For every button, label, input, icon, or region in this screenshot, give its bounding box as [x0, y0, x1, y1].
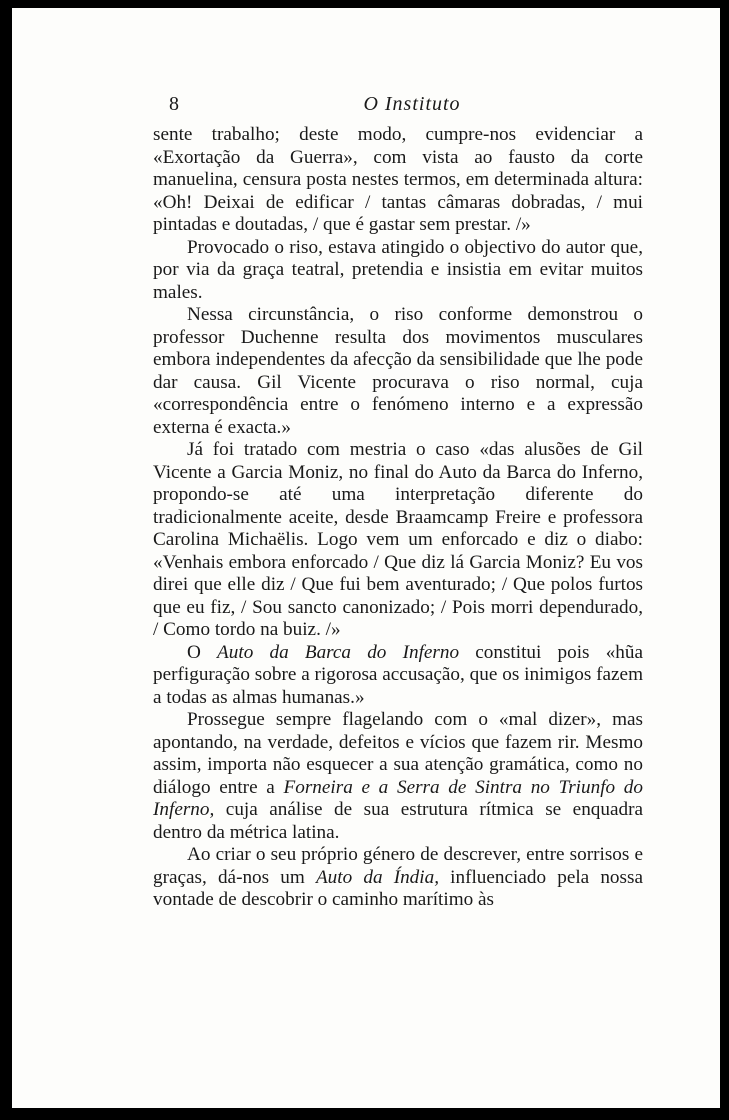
work-title: Forneira e a Serra de Sintra no Triunfo do Inferno, [153, 776, 643, 820]
paragraph [153, 709, 643, 844]
paragraph [153, 304, 643, 439]
paragraph-text: cuja análise de sua estrutura rítmica se enquadra dentro da métrica latina. [153, 799, 643, 843]
running-title: O Instituto [363, 93, 461, 115]
paragraph-text: sente trabalho; deste modo, cumpre-nos evidenciar a «Exortação da Guerra», com vista ao fausto da corte manuelina, censura posta nestes termos, em determinada altura: «Oh! Deixai de edificar / tantas câmaras dobradas, / mui pintadas e doutadas, / que é gastar sem prestar. /» [153, 124, 643, 235]
paragraph-text: O [187, 641, 218, 663]
paragraph-text: influenciado pela nossa vontade de descobrir o caminho marítimo às [153, 866, 643, 910]
paragraph-text: Provocado o riso, estava atingido o objectivo do autor que, por via da graça teatral, pretendia e insistia em evitar muitos males. [153, 236, 643, 303]
paragraph [153, 439, 643, 642]
paragraph-text: Nessa circunstância, o riso conforme demonstrou o professor Duchenne resulta dos movimentos musculares embora independentes da afecção da sensibilidade que lhe pode dar causa. Gil Vicente procurava o riso normal, cuja «correspondência entre o fenómeno interno e a expressão externa é exacta.» [153, 304, 643, 438]
page-number: 8 [169, 93, 179, 115]
work-title: Auto da Barca do Inferno [217, 641, 460, 663]
paragraph [153, 844, 643, 912]
paragraph [153, 642, 643, 710]
page-header [169, 89, 655, 119]
paragraph-text: Já foi tratado com mestria o caso «das alusões de Gil Vicente a Garcia Moniz, no final do Auto da Barca do Inferno, propondo-se até uma interpretação diferente do tradicionalmente aceite, desde Braamcamp Freire e professora Carolina Michaëlis. Logo vem um enforcado e diz o diabo: «Venhais embora enforcado / Que diz lá Garcia Moniz? Eu vos direi que elle diz / Que fui bem aventurado; / Que polos furtos que eu fiz, / Sou sancto canonizado; / Pois morri dependurado, / Como tordo na buiz. /» [153, 439, 643, 640]
paragraph-text: constitui pois «hũa perfiguração sobre a rigorosa accusação, que os inimigos fazem a todas as almas humanas.» [153, 641, 644, 708]
body-text [153, 124, 643, 912]
paragraph [153, 124, 643, 237]
work-title: Auto da Índia, [315, 866, 439, 888]
paragraph-text: Ao criar o seu próprio género de descrever, entre sorrisos e graças, dá-nos um [153, 844, 643, 888]
paragraph-text: Prossegue sempre flagelando com o «mal dizer», mas apontando, na verdade, defeitos e vícios que fazem rir. Mesmo assim, importa não esquecer a sua atenção gramática, como no diálogo entre a [153, 709, 643, 798]
paragraph [153, 237, 643, 305]
